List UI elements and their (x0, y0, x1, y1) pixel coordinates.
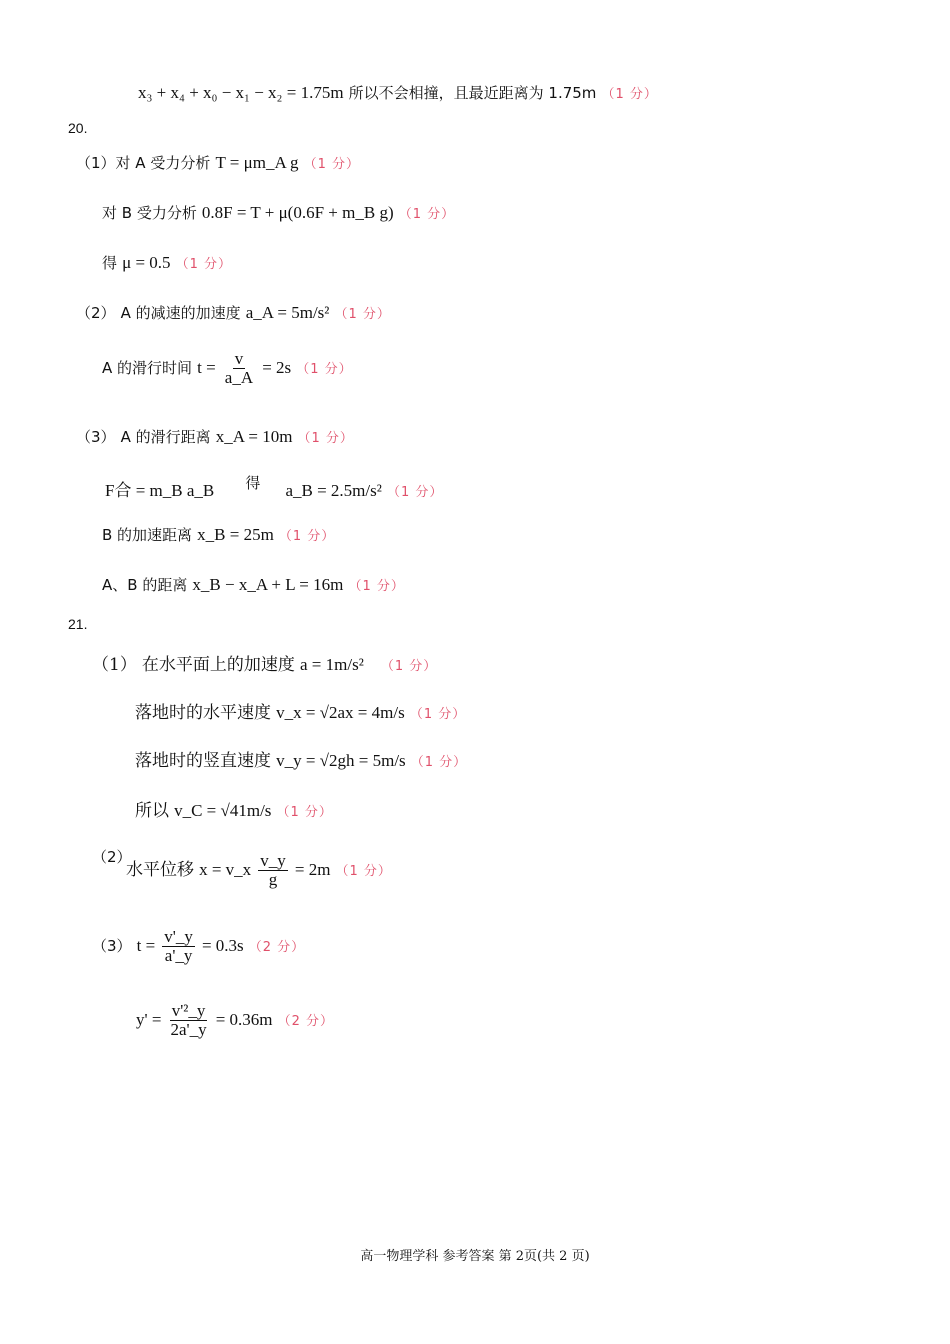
equation: T = μm_A g (215, 153, 299, 172)
q21-part1-line1 (92, 650, 437, 675)
q21-part3-line1 (92, 928, 305, 965)
equation: x_A = 10m (215, 427, 293, 446)
score: （1 分） (386, 485, 444, 500)
equation: v_C = √41m/s (174, 801, 272, 820)
denominator: a_A (224, 368, 254, 387)
equation: x_B − x_A + L = 16m (192, 575, 344, 594)
equation: μ = 0.5 (122, 253, 171, 272)
numerator: v'²_y (171, 1001, 206, 1020)
numerator: v_y (260, 851, 286, 870)
numerator: v'_y (164, 927, 193, 946)
numerator: v (234, 349, 244, 368)
equation-prefix: y' = (136, 1010, 162, 1029)
label: 得 (102, 254, 118, 272)
score: （1 分） (297, 431, 354, 446)
score: （2 分） (277, 1014, 335, 1029)
score: （1 分） (175, 257, 233, 272)
equation-suffix: = 2s (262, 358, 292, 377)
label: （2） (76, 304, 116, 322)
score: （1 分） (410, 755, 468, 770)
score: （1 分） (278, 529, 336, 544)
q21-part3-line2 (136, 1002, 334, 1039)
score: （1 分） (601, 87, 658, 102)
equation: v_x = √2ax = 4m/s (276, 703, 405, 722)
equation-prefix: t = (197, 358, 216, 377)
equation: 0.8F = T + μ(0.6F + m_B g) (201, 203, 394, 222)
equation-prefix: x = v_x (199, 860, 252, 879)
equation: a_B = 2.5m/s² (285, 481, 382, 500)
q20-part2-line1 (76, 302, 391, 323)
equation-suffix: = 0.36m (215, 1010, 273, 1029)
q21-part2-line1 (126, 852, 392, 889)
label: （1）对 A 受力分析 (76, 154, 211, 172)
text: A 的滑行距离 (120, 428, 211, 446)
score: （1 分） (398, 207, 456, 222)
score: （1 分） (303, 157, 361, 172)
equation-suffix: = 0.3s (201, 936, 244, 955)
q20-part2-line2 (102, 350, 353, 387)
denominator: a'_y (164, 946, 193, 965)
label: 对 B 受力分析 (102, 204, 197, 222)
q20-part1-line3 (102, 252, 232, 273)
score: （1 分） (409, 707, 467, 722)
answer-line-top (138, 82, 658, 103)
text: 落地时的水平速度 (135, 703, 271, 723)
q20-part3-line4 (102, 574, 405, 595)
text: B 的加速距离 (102, 526, 193, 544)
label: （1） (92, 655, 137, 675)
text: 所以不会相撞，且最近距离为 1.75m (348, 84, 597, 102)
label: （3） (92, 937, 132, 955)
q20-part1-line2 (102, 202, 455, 223)
score: （1 分） (335, 864, 392, 879)
text: 落地时的竖直速度 (135, 751, 271, 771)
question-number-21: 21. (68, 616, 88, 632)
text: A 的滑行时间 (102, 359, 193, 377)
equation: F合 = m_B a_B (105, 481, 215, 500)
q20-part3-line3 (102, 524, 335, 545)
fraction (162, 928, 195, 965)
fraction (169, 1002, 209, 1039)
denominator: 2a'_y (170, 1020, 207, 1039)
score: （2 分） (248, 940, 306, 955)
equation: x_B = 25m (197, 525, 274, 544)
q20-part3-line2 (105, 476, 443, 501)
score: （1 分） (276, 805, 333, 820)
label: （2） (92, 848, 132, 866)
text: A 的减速的加速度 (120, 304, 241, 322)
denominator: g (268, 870, 278, 889)
score: （1 分） (348, 579, 405, 594)
q21-part1-line3 (135, 746, 467, 771)
q21-part1-line4 (135, 796, 333, 821)
text: 得 (245, 474, 261, 492)
score: （1 分） (296, 362, 353, 377)
equation-prefix: t = (136, 936, 156, 955)
text: 水平位移 (126, 860, 194, 880)
q20-part1-line1 (76, 152, 360, 173)
q21-part1-line2 (135, 698, 466, 723)
text: 在水平面上的加速度 (141, 655, 295, 675)
fraction (258, 852, 288, 889)
equation: v_y = √2gh = 5m/s (276, 751, 406, 770)
question-number-20: 20. (68, 120, 88, 136)
q20-part3-line1 (76, 426, 354, 447)
page-footer: 高一物理学科 参考答案 第 2页(共 2 页) (360, 1249, 590, 1264)
text: A、B 的距离 (102, 576, 188, 594)
score: （1 分） (334, 307, 391, 322)
equation: a = 1m/s² (300, 655, 364, 674)
equation: x₃ + x₄ + x₀ − x₁ − x₂ = 1.75m (138, 83, 344, 102)
equation-suffix: = 2m (294, 860, 331, 879)
fraction (223, 350, 255, 387)
label: （3） (76, 428, 116, 446)
equation: a_A = 5m/s² (245, 303, 330, 322)
score: （1 分） (380, 659, 438, 674)
text: 所以 (135, 801, 169, 821)
